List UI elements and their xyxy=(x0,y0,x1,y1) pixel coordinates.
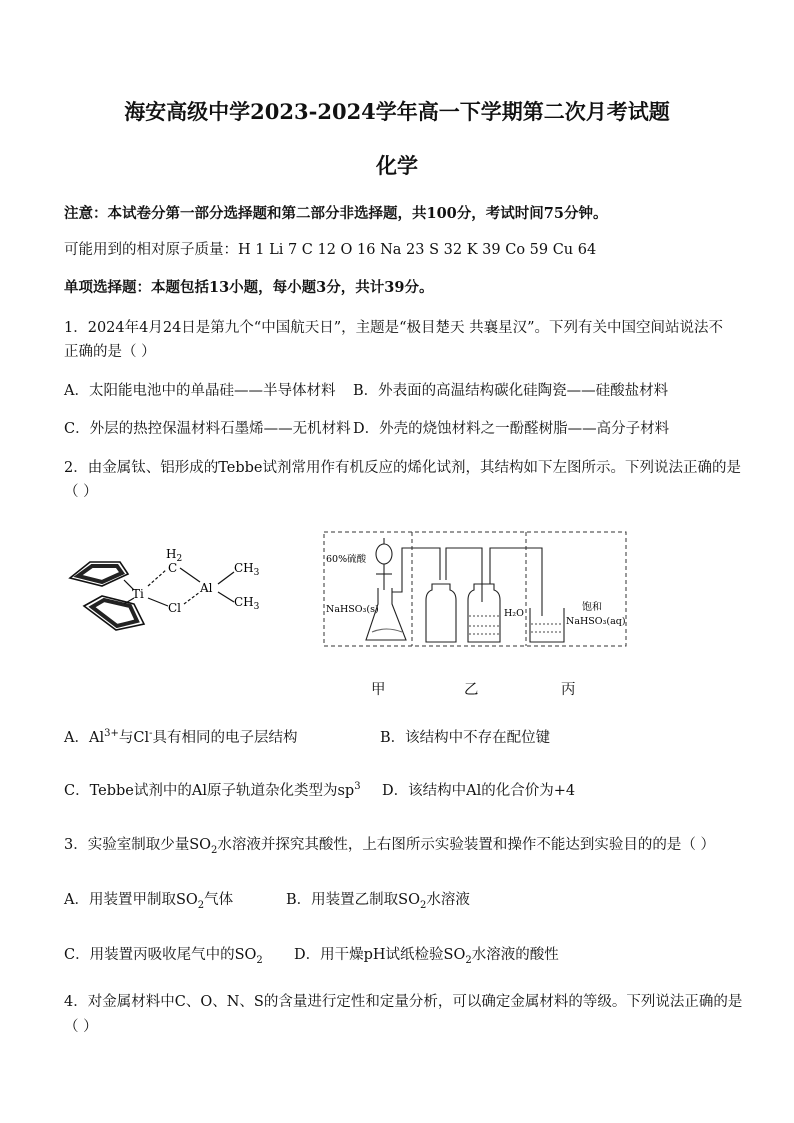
q1-option-c: C．外层的热控保温材料石墨烯——无机材料 xyxy=(64,421,351,437)
label-yi: 乙 xyxy=(464,682,479,698)
atom-c: C xyxy=(168,561,178,575)
q2-option-b: B．该结构中不存在配位键 xyxy=(380,730,551,746)
q1-option-b: B．外表面的高温结构碳化硅陶瓷——硅酸盐材料 xyxy=(353,383,669,399)
acid-label: 60%硫酸 xyxy=(326,554,367,565)
tebbe-structure-figure xyxy=(62,540,282,640)
q3-stem: 3．实验室制取少量$SO_2$水溶液并探究其酸性，上右图所示实验装置和操作不能达到实验目的的是（ ） xyxy=(64,837,716,856)
q4-stem-line1: 4．对金属材料中C、O、N、S的含量进行定性和定量分析，可以确定金属材料的等级。下列说法正确的是 xyxy=(64,994,743,1010)
water-label: H₂O xyxy=(504,608,524,619)
atom-al: Al xyxy=(200,581,213,595)
water-bottle xyxy=(468,584,500,642)
cp-ring-top xyxy=(70,562,128,586)
label-jia: 甲 xyxy=(371,682,386,698)
atom-ti: Ti xyxy=(132,587,144,601)
q3-option-d: D．用干燥pH试纸检验$SO_2$水溶液的酸性 xyxy=(294,947,559,966)
saturated-solution-label: NaHSO₃(aq) xyxy=(566,616,626,627)
beaker xyxy=(530,608,564,642)
cp-ring-bottom xyxy=(84,596,144,630)
section-heading: 单项选择题：本题包括13小题，每小题3分，共计39分。 xyxy=(64,279,434,296)
empty-bottle xyxy=(426,584,456,642)
q2-stem-line2: （ ） xyxy=(64,484,98,500)
subject-title: 化学 xyxy=(376,153,418,178)
saturated-label: 饱和 xyxy=(582,602,602,613)
solid-label: NaHSO₃(s) xyxy=(326,604,379,615)
q1-stem-line1: 1．2024年4月24日是第九个“中国航天日”，主题是“极目楚天 共襄星汉”。下列有关中国空间站说法不 xyxy=(64,320,724,336)
q1-option-d: D．外壳的烧蚀材料之一酚醛树脂——高分子材料 xyxy=(353,421,670,437)
q1-option-a: A．太阳能电池中的单晶硅——半导体材料 xyxy=(64,383,336,399)
q2-option-a: A．$Al^{3+}$与Cl-具有相同的电子层结构 xyxy=(64,728,298,746)
atom-h2: $H_2$ xyxy=(166,547,183,564)
q2-option-c: C．Tebbe试剂中的Al原子轨道杂化类型为$sp^3$ xyxy=(64,781,361,799)
separatory-funnel xyxy=(376,538,392,590)
q2-option-d: D．该结构中Al的化合价为+4 xyxy=(382,783,576,799)
label-bing: 丙 xyxy=(561,682,576,698)
q3-option-c: C．用装置丙吸收尾气中的$SO_2$ xyxy=(64,947,263,966)
q2-stem-line1: 2．由金属钛、铝形成的Tebbe试剂常用作有机反应的烯化试剂，其结构如下左图所示。下列说法正确的是 xyxy=(64,460,741,476)
methyl-bottom: $CH_3$ xyxy=(234,595,260,612)
methyl-top: $CH_3$ xyxy=(234,561,260,578)
q3-option-a: A．用装置甲制取$SO_2$气体 xyxy=(64,892,234,911)
atomic-masses: 可能用到的相对原子质量：H 1 Li 7 C 12 O 16 Na 23 S 32 K 39 Co 59 Cu 64 xyxy=(64,242,597,258)
exam-title: 海安高级中学2023-2024学年高一下学期第二次月考试题 xyxy=(124,99,670,124)
apparatus-figure xyxy=(320,530,632,650)
atom-cl: Cl xyxy=(168,601,182,615)
q1-stem-line2: 正确的是（ ） xyxy=(64,344,156,360)
q4-stem-line2: （ ） xyxy=(64,1019,98,1035)
notice-text: 注意：本试卷分第一部分选择题和第二部分非选择题，共100分，考试时间75分钟。 xyxy=(64,205,608,222)
q3-option-b: B．用装置乙制取$SO_2$水溶液 xyxy=(286,892,470,911)
